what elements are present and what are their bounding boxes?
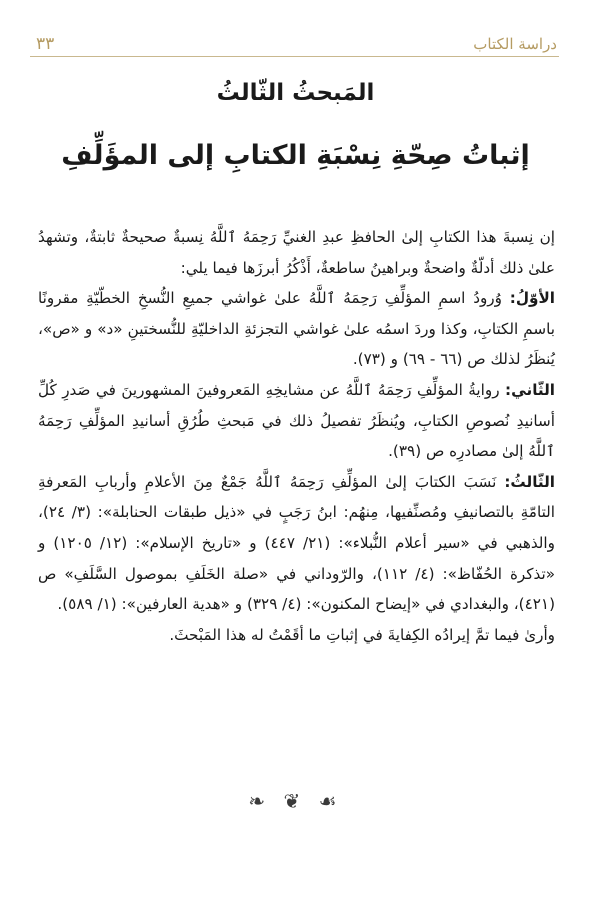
point-second-label: الثّاني:: [505, 380, 555, 399]
point-second: [38, 375, 555, 467]
page-title: إثباتُ صِحّةِ نِسْبَةِ الكتابِ إلى المؤَلِّفِ: [61, 140, 530, 171]
page-number: ٣٣: [36, 34, 55, 54]
point-second-text: روايةُ المؤلِّفِ رَحِمَهُ ٱللَّهُ عن مشايخِهِ المَعروفينَ المشهورينَ في صَدرِ كُلِّ أسانيدِ نُصوصِ الكتابِ، ويُنظَرُ تفصيلُ ذلك في مَبحثِ طُرُقِ أسانيدِ المؤلِّفِ رَحِمَهُ ٱللَّهُ إلىٰ مصادرِه ص (٣٩).: [38, 380, 555, 461]
running-title: دراسة الكتاب: [473, 35, 557, 53]
body-text: [38, 222, 555, 650]
closing-paragraph: وأرىٰ فيما تمَّ إيرادُه الكِفايةَ في إثباتِ ما أقَمْتُ له هذا المَبْحثَ.: [169, 625, 555, 644]
point-first-label: الأوّلُ:: [509, 289, 555, 308]
intro-paragraph: إن نِسبةَ هذا الكتابِ إلىٰ الحافظِ عبدِ الغنيِّ رَحِمَهُ ٱللَّهُ نِسبةٌ صحيحةٌ ثابتةٌ، وتشهدُ علىٰ ذلك أدلّةٌ واضحةٌ وبراهينُ ساطعةٌ، أَذْكُرُ أبرزَها فيما يلي:: [38, 228, 555, 277]
point-third: [38, 467, 555, 620]
point-third-text: نَسَبَ الكتابَ إلىٰ المؤلِّفِ رَحِمَهُ ٱللَّهُ جَمْعٌ مِنَ الأعلامِ وأربابِ المَعرفةِ التامّةِ بالتصانيفِ ومُصنِّفيها، مِنهُم: ابنُ رَجَبٍ في «ذيل طبقات الحنابلة»: (٣/ ٢٤)، والذهبي في «سير أعلام النُّبلاء»: (٢١/ ٤٤٧) و «تاريخ الإسلام»: (١٢/ ١٢٠٥) و «تذكرة الحُفّاظ»: (٤/ ١١٢)، والرّوداني في «صلة الخَلَفِ بموصول السَّلَفِ» ص (٤٢١)، والبغدادي في «إيضاح المكنون»: (٤/ ٣٢٩) و «هدية العارفين»: (١/ ٥٨٩).: [38, 472, 556, 614]
ornament-divider-icon: ❧ ❦ ☙: [248, 789, 343, 813]
point-first-text: وُرودُ اسمِ المؤلِّفِ رَحِمَهُ ٱللَّهُ علىٰ غواشي جميعِ النُّسخِ الخطّيّةِ مقرونًا باسمِ الكتابِ، وكذا وردَ اسمُه علىٰ غواشي التجزئةِ الداخليّةِ للنُّسختينِ «د» و «ص»، يُنظَرُ لذلك ص (٦٦ - ٦٩) و (٧٣).: [38, 289, 555, 369]
point-first: [38, 283, 555, 375]
point-third-label: الثّالثُ:: [504, 472, 556, 491]
section-heading: المَبحثُ الثّالثُ: [216, 80, 375, 106]
running-header: [30, 34, 559, 57]
